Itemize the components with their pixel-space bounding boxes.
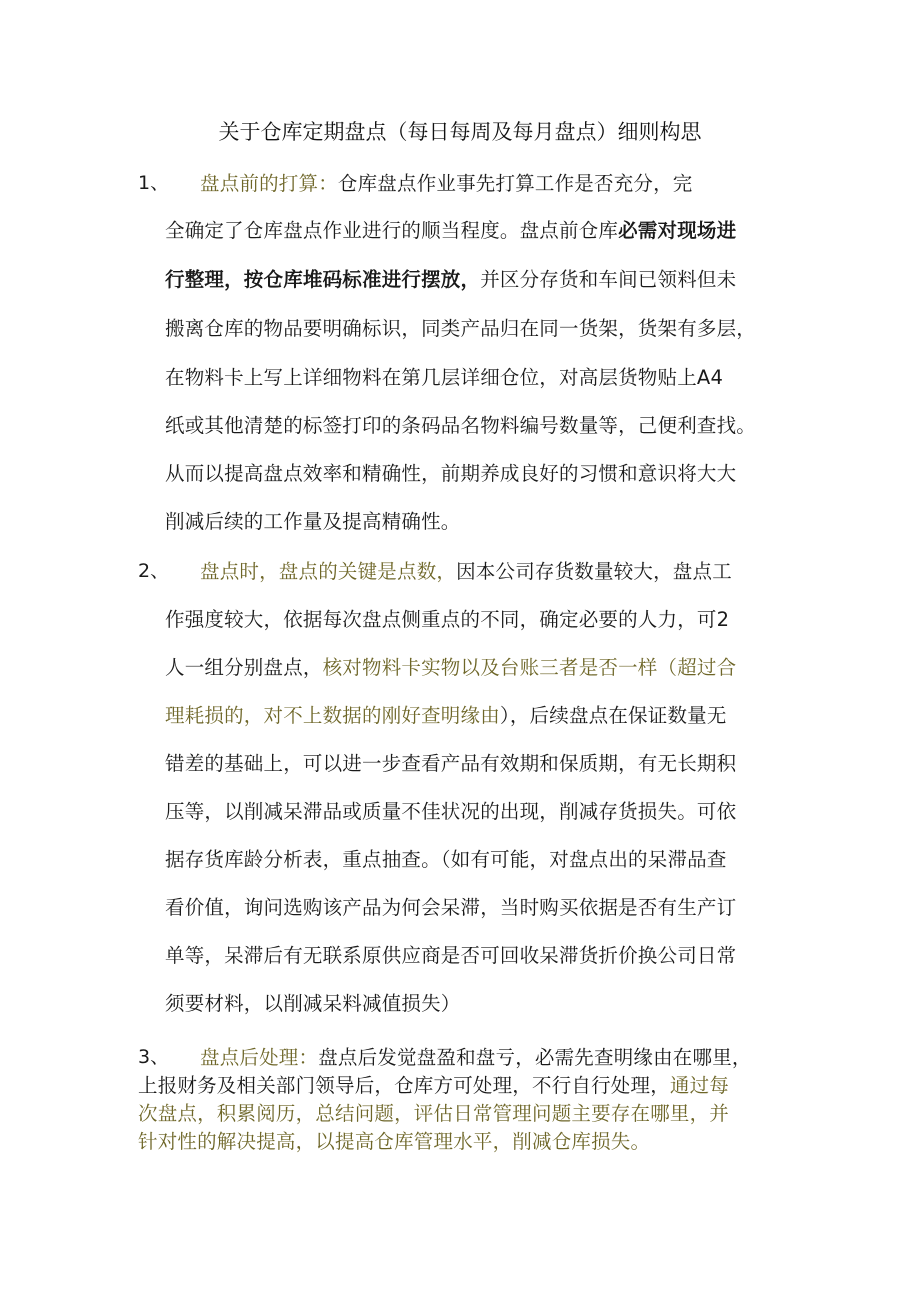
emphasis-text: 行整理，按仓库堆码标准进行摆放， [165, 268, 481, 291]
section-line: 搬离仓库的物品要明确标识，同类产品归在同一货架，货架有多层， [165, 317, 757, 340]
section-line: 从而以提高盘点效率和精确性，前期养成良好的习惯和意识将大大 [165, 462, 737, 485]
section-line: 错差的基础上，可以进一步查看产品有效期和保质期，有无长期积 [165, 752, 737, 775]
section-line: 须要材料，以削减呆料减值损失） [165, 992, 461, 1015]
document-title: 关于仓库定期盘点（每日每周及每月盘点）细则构思 [218, 120, 702, 144]
highlight-text: 核对物料卡实物以及台账三者是否一样（超过合 [322, 656, 737, 679]
highlight-text: 理耗损的，对不上数据的刚好查明缘由 [165, 704, 500, 727]
text-span: 因本公司存货数量较大，盘点工 [456, 560, 732, 583]
section-number: 1、 [138, 172, 170, 194]
section-line: 压等，以削减呆滞品或质量不佳状况的出现，削减存货损失。可依 [165, 800, 737, 823]
section-line: 看价值，询问选购该产品为何会呆滞，当时购买依据是否有生产订 [165, 896, 737, 919]
section-line [165, 604, 729, 632]
text-span: 上报财务及相关部门领导后，仓库方可处理，不行自行处理， [138, 1074, 670, 1097]
section-line: 纸或其他清楚的标签打印的条码品名物料编号数量等，己便利查找。 [165, 414, 757, 437]
section-line [200, 1042, 752, 1070]
highlight-text: 通过每 [669, 1074, 730, 1097]
section-line: 据存货库龄分析表，重点抽查。（如有可能，对盘点出的呆滞品查 [165, 848, 727, 871]
section-number: 2、 [138, 560, 170, 582]
text-span: 人一组分别盘点， [165, 656, 323, 679]
text-span: 仓库盘点作业事先打算工作是否充分，完 [337, 172, 693, 195]
section-line [165, 264, 736, 292]
section-heading: 盘点时，盘点的关键是点数， [200, 560, 457, 583]
text-span: 作强度较大，依据每次盘点侧重点的不同，确定必要的人力，可 [165, 608, 717, 631]
text-span: ），后续盘点在保证数量无 [499, 704, 727, 727]
section-heading: 盘点后处理： [200, 1046, 319, 1069]
section-line: 次盘点，积累阅历，总结问题，评估日常管理问题主要存在哪里，并 [138, 1102, 730, 1125]
section-line [165, 652, 736, 680]
section-line [165, 215, 736, 243]
section-line [165, 362, 723, 390]
section-line [200, 168, 693, 196]
emphasis-text: 必需对现场进 [618, 219, 737, 242]
text-span: 2 [716, 608, 730, 631]
section-line: 单等，呆滞后有无联系原供应商是否可回收呆滞货折价换公司日常 [165, 944, 737, 967]
text-span: 盘点后发觉盘盈和盘亏，必需先查明缘由在哪里， [318, 1046, 752, 1069]
text-span: 在物料卡上写上详细物料在第几层详细仓位，对高层货物贴上 [165, 366, 697, 389]
section-line [200, 556, 732, 584]
section-line: 削减后续的工作量及提高精确性。 [165, 510, 461, 533]
text-span: 全确定了仓库盘点作业进行的顺当程度。盘点前仓库 [165, 219, 619, 242]
text-span: A4 [696, 366, 724, 389]
section-line: 针对性的解决提高，以提高仓库管理水平，削减仓库损失。 [138, 1130, 651, 1153]
section-line [138, 1070, 729, 1098]
section-heading: 盘点前的打算： [200, 172, 338, 195]
section-number: 3、 [138, 1046, 170, 1068]
text-span: 并区分存货和车间已领料但未 [480, 268, 737, 291]
section-line [165, 700, 727, 728]
